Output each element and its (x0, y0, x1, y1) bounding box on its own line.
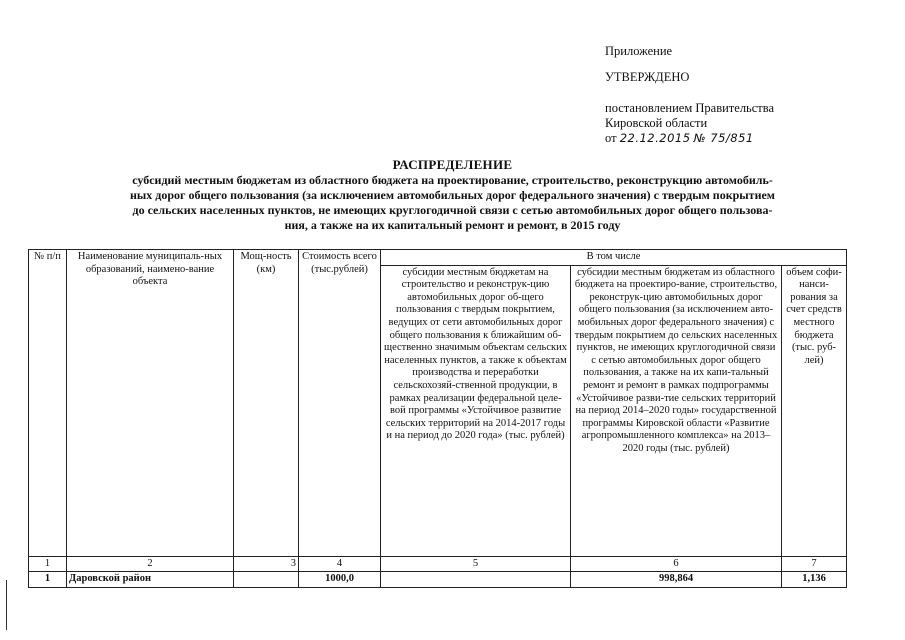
document-title (40, 157, 865, 233)
row-cost: 1000,0 (299, 572, 381, 588)
title-line-4: ния, а также на их капитальный ремонт и ремонт, в 2015 году (284, 218, 621, 232)
header-subsidy-6: субсидии местным бюджетам из областного бюджета на проектиро-вание, строительство, реконструк-цию автомобильных дорог общего пользования (за исключением авто-мобильных дорог федерального значения) с твердым покрытием до сельских населенных пунктов, не имеющих круглогодичной связи с сетью автомобильных дорог общего пользования, а также на их капи-тальный ремонт и ремонт в рамках подпрограммы «Устойчивое разви-тие сельских территорий на период 2014–2020 годы» государственной программы Кировской области «Развитие агропромышленного комплекса» на 2013–2020 годы (тыс. рублей) (571, 265, 782, 556)
row-c5 (381, 572, 571, 588)
header-name: Наименование муниципаль-ных образований, наимено-вание объекта (67, 250, 234, 557)
from-prefix: от (605, 131, 617, 145)
row-num: 1 (29, 572, 67, 588)
decree-line-2: Кировской области (605, 116, 708, 130)
decree-date-line (605, 131, 865, 146)
title-line-3: до сельских населенных пунктов, не имеющих круглогодичной связи с сетью автомобильных дорог общего пользова- (132, 203, 773, 217)
scan-margin-line (6, 580, 7, 630)
approved-label: УТВЕРЖДЕНО (605, 70, 690, 84)
handwritten-date: 22.12.2015 (619, 131, 691, 145)
handwritten-number: № 75/851 (693, 131, 754, 145)
distribution-table (28, 249, 847, 588)
col-number: 2 (67, 556, 234, 572)
col-number: 1 (29, 556, 67, 572)
header-subsidy-5: субсидии местным бюджетам на строительство и реконструк-цию автомобильных дорог об-щего пользования с твердым покрытием, ведущих от сети автомобильных дорог общего пользования к ближайшим об-щественно значимым объектам сельских населенных пунктов, а также к объектам производства и переработки сельскохозяй-ственной продукции, в рамках реализации федеральной целе-вой программы «Устойчивое развитие сельских территорий на 2014-2017 годы и на период до 2020 года» (тыс. рублей) (381, 265, 571, 556)
header-including: В том числе (381, 250, 847, 266)
title-line-2: ных дорог общего пользования (за исключением автомобильных дорог федерального значения) с твердым покрытием (130, 188, 775, 202)
title-line-1: субсидий местным бюджетам из областного бюджета на проектирование, строительство, реконструкцию автомобиль- (132, 173, 773, 187)
appendix-label: Приложение (605, 44, 673, 58)
col-number: 3 (234, 556, 299, 572)
column-number-row (29, 556, 847, 572)
header-cofinancing-7: объем софи-нанси-рования за счет средств местного бюджета (тыс. руб-лей) (782, 265, 847, 556)
row-c6: 998,864 (571, 572, 782, 588)
row-name: Даровской район (67, 572, 234, 588)
col-number: 7 (782, 556, 847, 572)
header-cost: Стоимость всего (тыс.рублей) (299, 250, 381, 557)
decree-line-1: постановлением Правительства (605, 101, 775, 115)
header-capacity: Мощ-ность (км) (234, 250, 299, 557)
col-number: 4 (299, 556, 381, 572)
row-capacity (234, 572, 299, 588)
col-number: 5 (381, 556, 571, 572)
col-number: 6 (571, 556, 782, 572)
title-main: РАСПРЕДЕЛЕНИЕ (392, 157, 513, 172)
table-row (29, 572, 847, 588)
row-c7: 1,136 (782, 572, 847, 588)
approval-header (605, 44, 865, 146)
header-num: № п/п (29, 250, 67, 557)
